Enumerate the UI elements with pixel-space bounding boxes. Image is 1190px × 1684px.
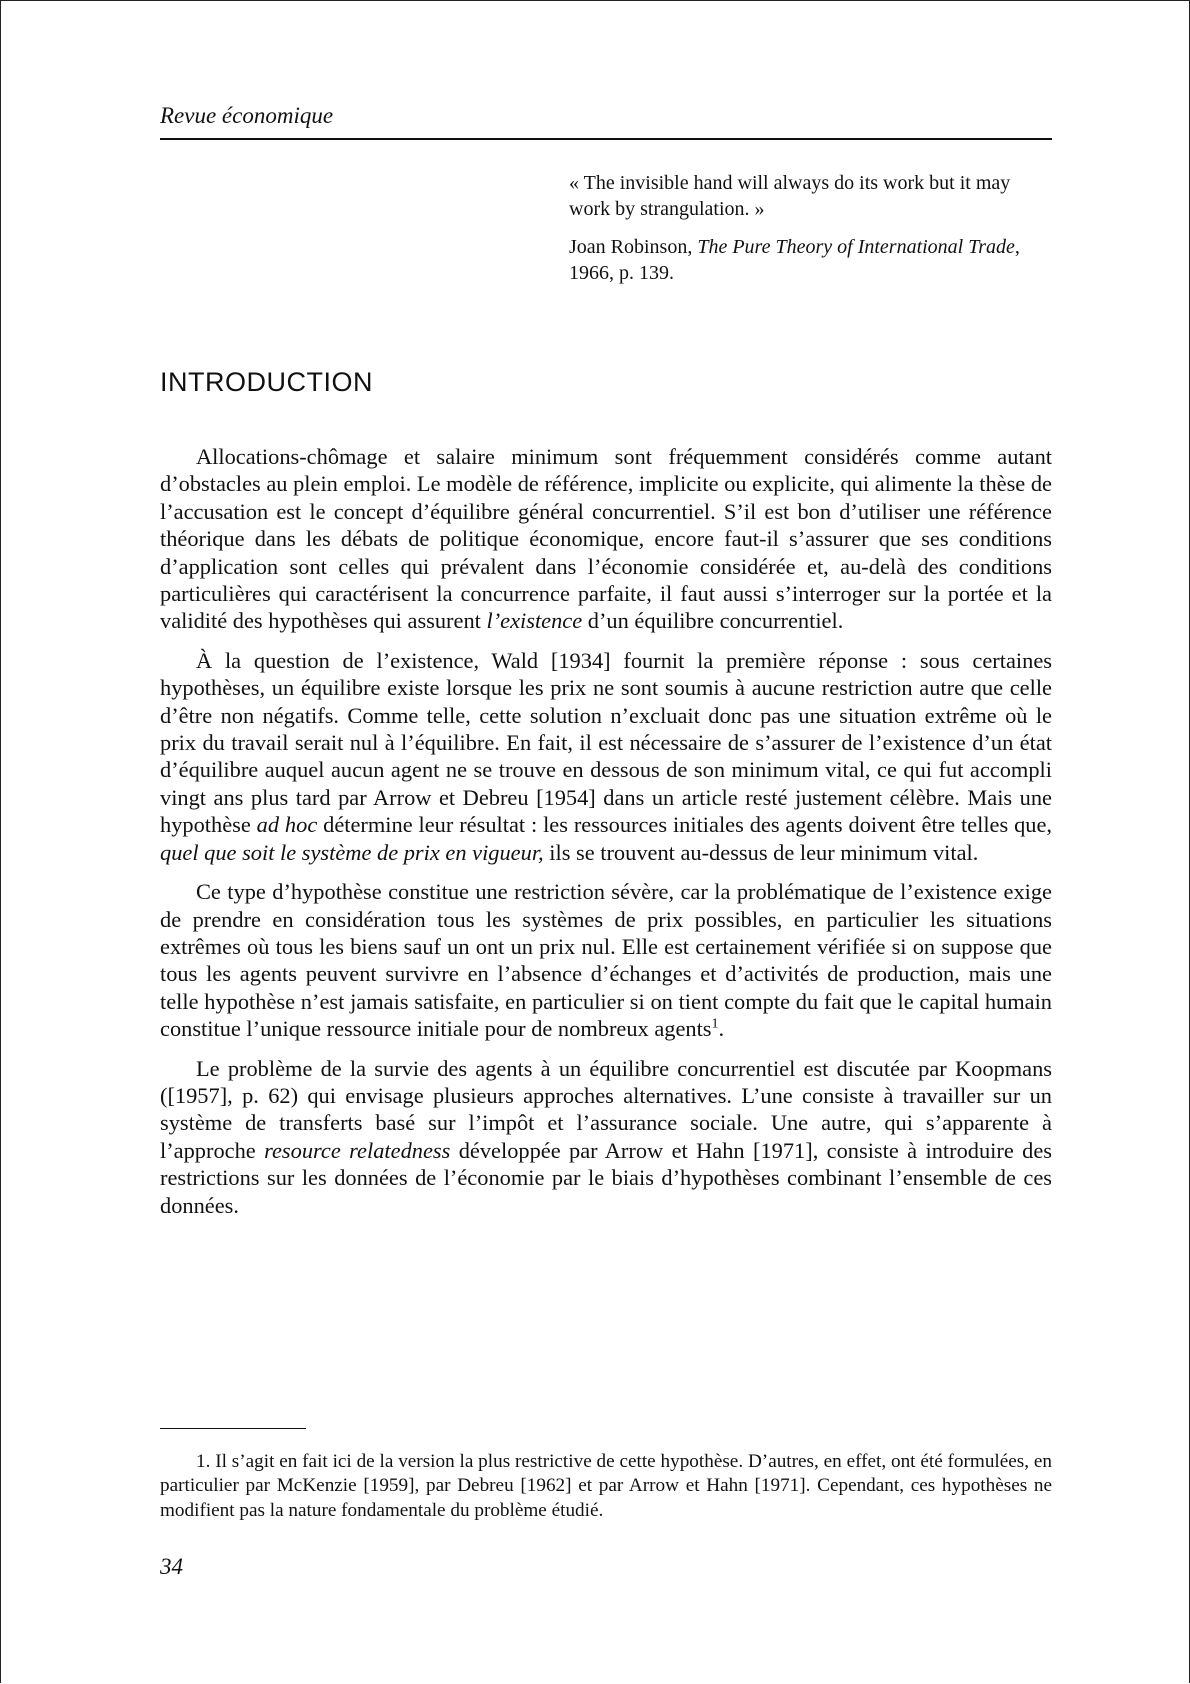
page-number: 34: [160, 1554, 183, 1579]
epigraph-author: Joan Robinson,: [569, 236, 698, 258]
body-text: [160, 443, 1052, 1231]
epigraph-citation: , 1966, p. 139.: [569, 236, 1020, 284]
paragraph-2: [160, 647, 1052, 866]
paragraph-3: [160, 878, 1052, 1042]
paragraph-4: [160, 1055, 1052, 1219]
header-rule: [160, 138, 1052, 140]
epigraph-attribution: [569, 234, 1055, 286]
paragraph-text: Ce type d’hypothèse constitue une restriction sévère, car la problématique de l’existence exige de prendre en considération tous les systèmes de prix possibles, en particulier les situations extrêmes où tous les biens sauf un ont un prix nul. Elle est certainement vérifiée si on suppose que tous les agents peuvent survivre en l’absence d’échanges et d’activités de production, mais une telle hypothèse n’est jamais satisfaite, en particulier si on tient compte du fait que le capital humain constitue l’unique ressource initiale pour de nombreux agents: [160, 879, 1052, 1042]
footnote-text: 1. Il s’agit en fait ici de la version la plus restrictive de cette hypothèse. D’autres, en effet, ont été formulées, en particulier par McKenzie [1959], par Debreu [1962] et par Arrow et Hahn [1971]. Cependant, ces hypothèses ne modifient pas la nature fondamentale du problème étudié.: [160, 1451, 1052, 1521]
footnote-rule: [160, 1428, 306, 1429]
paragraph-text: À la question de l’existence, Wald [1934] fournit la première réponse : sous certaines hypothèses, un équilibre existe lorsque les prix ne sont soumis à aucune restriction autre que celle d’être non négatifs. Comme telle, cette solution n’excluait donc pas une situation extrême où le prix du travail serait nul à l’équilibre. En fait, il est nécessaire de s’assurer de l’existence d’un état d’équilibre auquel aucun agent ne se trouve en dessous de son minimum vital, ce qui fut accompli vingt ans plus tard par Arrow et Debreu [1954] dans un article resté justement célèbre. Mais une hypothèse: [160, 647, 1052, 838]
paragraph-emphasis: ad hoc: [256, 812, 318, 838]
paragraph-text: .: [718, 1016, 725, 1042]
footnote-marker[interactable]: 1: [711, 1016, 719, 1032]
paragraph-text: Le problème de la survie des agents à un équilibre concurrentiel est discutée par Koopmans ([1957], p. 62) qui envisage plusieurs approches alternatives. L’une consiste à travailler sur un système de transferts basé sur l’impôt et l’assurance sociale. Une autre, qui s’apparente à l’approche: [160, 1055, 1052, 1163]
paragraph-text: développée par Arrow et Hahn [1971], consiste à introduire des restrictions sur les données de l’économie par le biais d’hypothèses combinant l’ensemble de ces données.: [160, 1137, 1053, 1218]
epigraph: [569, 170, 1055, 286]
section-title: INTRODUCTION: [160, 367, 373, 397]
paragraph-1: [160, 443, 1052, 635]
paragraph-text: Allocations-chômage et salaire minimum sont fréquemment considérés comme autant d’obstacles au plein emploi. Le modèle de référence, implicite ou explicite, qui alimente la thèse de l’accusation est le concept d’équilibre général concurrentiel. S’il est bon d’utiliser une référence théorique dans les débats de politique économique, encore faut-il s’assurer que ses conditions d’application sont celles qui prévalent dans l’économie considérée et, au-delà des conditions particulières qui caractérisent la concurrence parfaite, il faut aussi s’interroger sur la portée et la validité des hypothèses qui assurent: [160, 444, 1052, 634]
running-head: Revue économique: [160, 103, 334, 128]
epigraph-work-title: The Pure Theory of International Trade: [697, 236, 1015, 258]
paragraph-text: détermine leur résultat : les ressources initiales des agents doivent être telles que,: [317, 812, 1052, 838]
paragraph-emphasis: resource relatedness: [264, 1137, 451, 1163]
paragraph-emphasis: l’existence: [486, 608, 583, 634]
footnote: [160, 1450, 1052, 1523]
paragraph-text: ils se trouvent au-dessus de leur minimum vital.: [543, 839, 979, 865]
epigraph-quote: « The invisible hand will always do its work but it may work by strangulation. »: [569, 172, 1011, 220]
paragraph-emphasis: quel que soit le système de prix en vigueur,: [160, 839, 544, 865]
paragraph-text: d’un équilibre concurrentiel.: [582, 608, 844, 634]
